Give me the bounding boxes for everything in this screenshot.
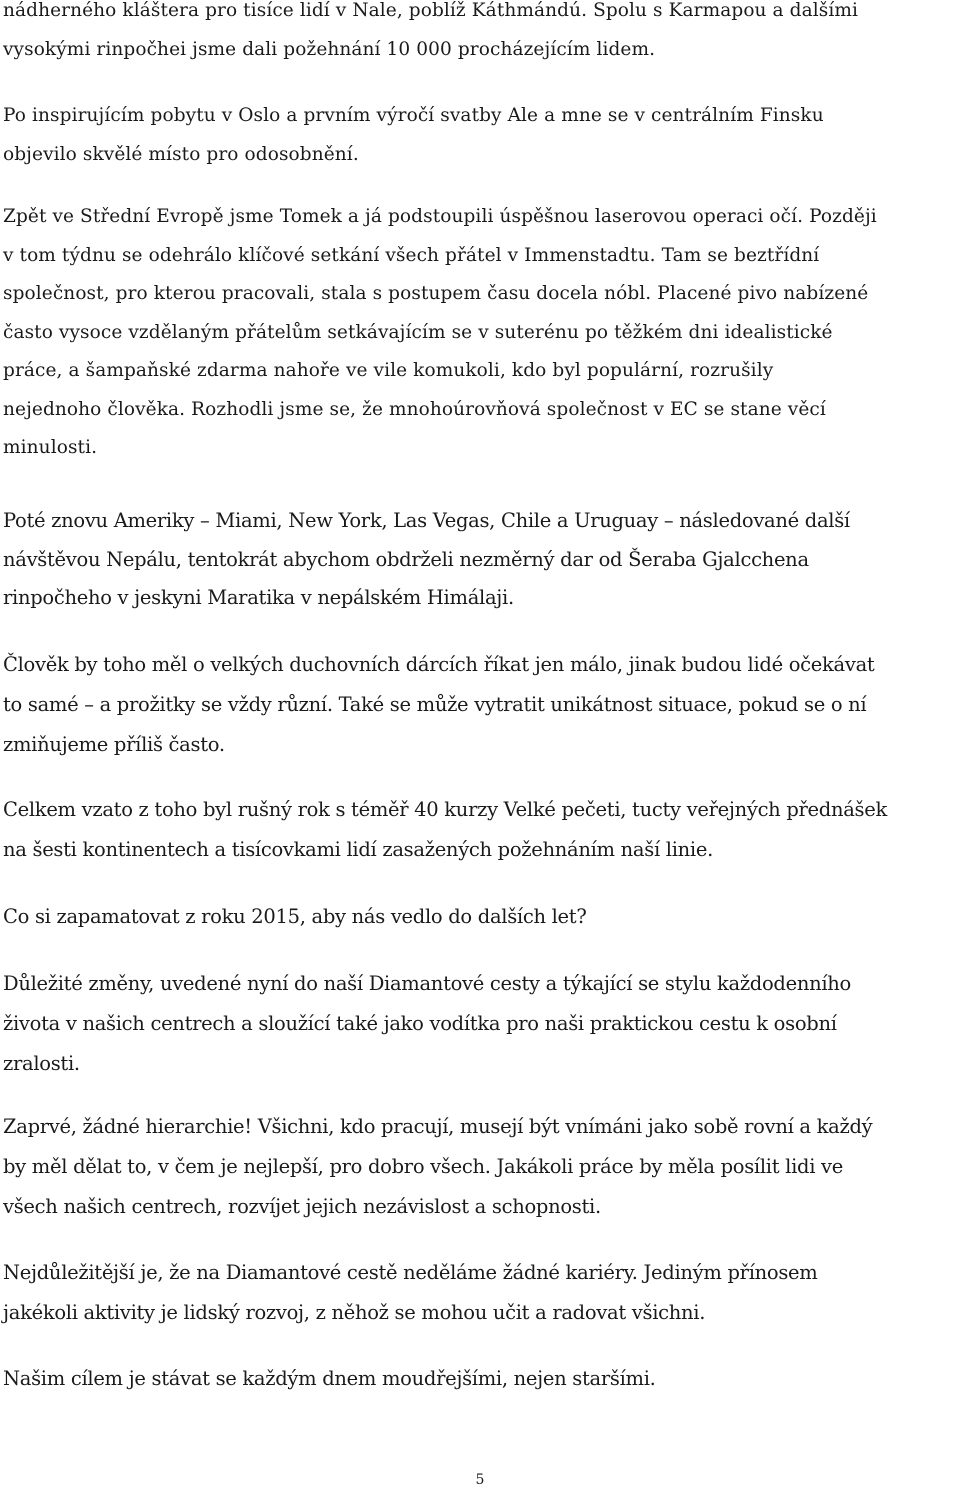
paragraph [3, 897, 953, 937]
paragraph [3, 0, 953, 69]
text-line: v tom týdnu se odehrálo klíčové setkání všech přátel v Immenstadtu. Tam se beztřídní [3, 244, 820, 266]
text-line: Zpět ve Střední Evropě jsme Tomek a já podstoupili úspěšnou laserovou operaci očí. Později [3, 206, 877, 227]
text-line: rinpočheho v jeskyni Maratika v nepálském Himálaji. [3, 586, 514, 609]
paragraph [3, 198, 953, 468]
text-line: často vysoce vzdělaným přátelům setkávajícím se v suterénu po těžkém dni idealistické [3, 321, 833, 343]
text-line: návštěvou Nepálu, tentokrát abychom obdrželi nezměrný dar od Šeraba Gjalcchena [3, 547, 809, 571]
text-line: Nejdůležitější je, že na Diamantové cestě neděláme žádné kariéry. Jediným přínosem [3, 1261, 818, 1284]
paragraph [3, 97, 953, 174]
text-line: vysokými rinpočhei jsme dali požehnání 10 000 procházejícím lidem. [3, 38, 656, 60]
text-line: minulosti. [3, 437, 98, 458]
text-line: života v našich centrech a sloužící také jako vodítka pro naši praktickou cestu k osobní [3, 1012, 837, 1035]
text-line: práce, a šampaňské zdarma nahoře ve vile komukoli, kdo byl populární, rozrušily [3, 360, 774, 381]
paragraph [3, 645, 953, 765]
text-line: zralosti. [3, 1052, 80, 1075]
text-line: Našim cílem je stávat se každým dnem moudřejšími, nejen staršími. [3, 1367, 656, 1390]
paragraph [3, 1107, 953, 1227]
text-line: jakékoli aktivity je lidský rozvoj, z něhož se mohou učit a radovat všichni. [3, 1301, 706, 1324]
text-line: Co si zapamatovat z roku 2015, aby nás vedlo do dalších let? [3, 905, 587, 928]
paragraph [3, 1359, 953, 1399]
text-line: nádherného kláštera pro tisíce lidí v Nale, poblíž Káthmándú. Spolu s Karmapou a dalšími [3, 0, 859, 21]
text-line: Po inspirujícím pobytu v Oslo a prvním výročí svatby Ale a mne se v centrálním Finsku [3, 105, 824, 126]
text-line: Důležité změny, uvedené nyní do naší Diamantové cesty a týkající se stylu každodenního [3, 972, 851, 995]
text-line: Celkem vzato z toho byl rušný rok s téměř 40 kurzy Velké pečeti, tucty veřejných přednášek [3, 798, 888, 821]
text-line: Poté znovu Ameriky – Miami, New York, Las Vegas, Chile a Uruguay – následované další [3, 509, 850, 532]
text-line: by měl dělat to, v čem je nejlepší, pro dobro všech. Jakákoli práce by měla posílit lidi ve [3, 1155, 844, 1178]
text-line: všech našich centrech, rozvíjet jejich nezávislost a schopnosti. [3, 1195, 601, 1218]
text-line: Zaprvé, žádné hierarchie! Všichni, kdo pracují, musejí být vnímáni jako sobě rovní a každý [3, 1115, 873, 1138]
paragraph [3, 790, 953, 870]
text-line: společnost, pro kterou pracovali, stala s postupem času docela nóbl. Placené pivo nabízené [3, 283, 869, 304]
text-line: na šesti kontinentech a tisícovkami lidí zasažených požehnáním naší linie. [3, 838, 713, 861]
text-line: to samé – a prožitky se vždy různí. Také se může vytratit unikátnost situace, pokud se o ní [3, 693, 867, 716]
paragraph [3, 964, 953, 1084]
paragraph [3, 502, 953, 618]
text-line: Člověk by toho měl o velkých duchovních dárcích říkat jen málo, jinak budou lidé očekávat [3, 653, 875, 676]
text-line: zmiňujeme příliš často. [3, 733, 225, 756]
page-number: 5 [475, 1472, 485, 1488]
text-line: objevilo skvělé místo pro odosobnění. [3, 143, 359, 165]
text-line: nejednoho člověka. Rozhodli jsme se, že mnohoúrovňová společnost v EC se stane věcí [3, 398, 826, 420]
paragraph [3, 1253, 953, 1333]
